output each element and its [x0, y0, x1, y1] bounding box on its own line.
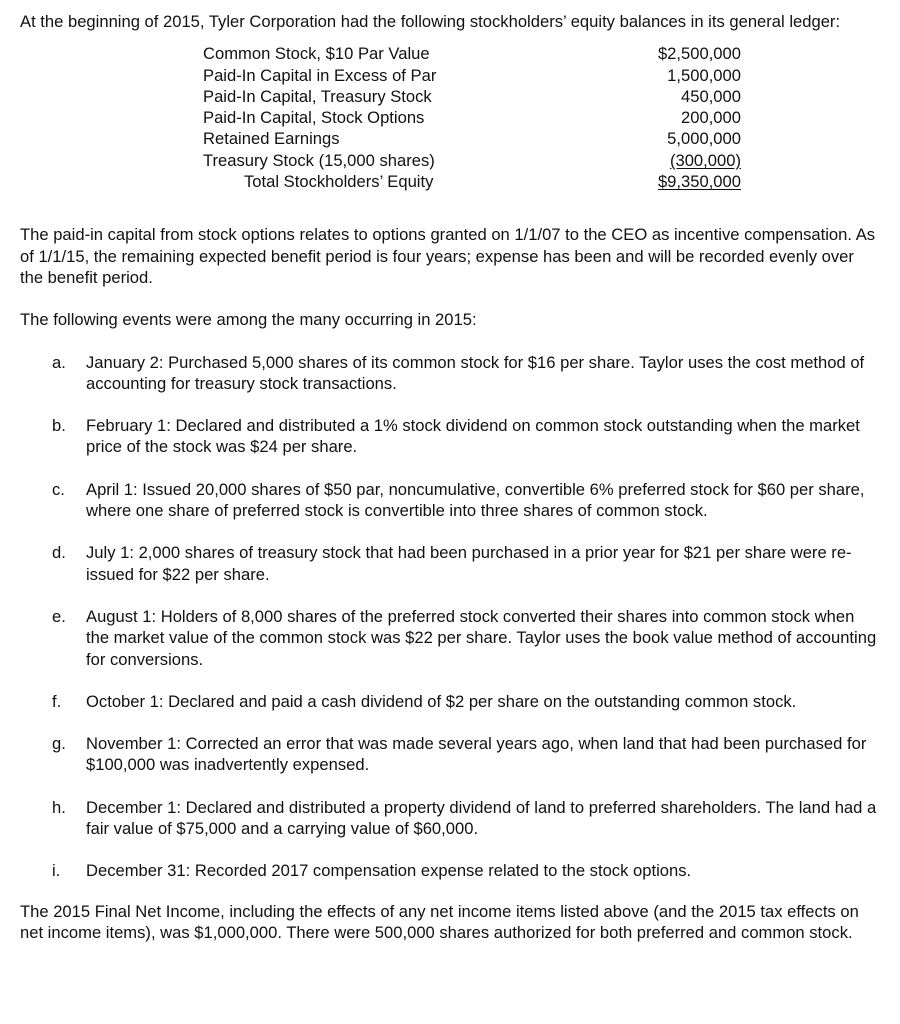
balance-row [203, 65, 741, 86]
event-letter: a. [52, 352, 66, 372]
events-intro: The following events were among the many occurring in 2015: [20, 310, 477, 330]
event-item [20, 691, 880, 712]
balance-amount: 1,500,000 [667, 65, 741, 85]
balance-amount: 5,000,000 [667, 129, 741, 149]
event-letter: b. [52, 416, 66, 436]
total-amount: $9,350,000 [657, 172, 741, 192]
event-text: December 1: Declared and distributed a property dividend of land to preferred shareholders. The land had a fair value of $75,000 and a carrying value of $60,000. [86, 797, 877, 839]
event-text: November 1: Corrected an error that was made several years ago, when land that had been purchased for $100,000 was inadvertently expensed. [86, 734, 867, 775]
event-text: February 1: Declared and distributed a 1% stock dividend on common stock outstanding when the market price of the stock was $24 per share. [86, 416, 860, 457]
event-item [20, 352, 880, 395]
event-text: October 1: Declared and paid a cash dividend of $2 per share on the outstanding common stock. [86, 691, 797, 711]
total-label: Total Stockholders’ Equity [244, 172, 434, 192]
balance-amount-cell [631, 150, 741, 171]
event-item [20, 797, 880, 840]
balance-row [203, 150, 741, 171]
total-row [203, 171, 741, 192]
event-text: December 31: Recorded 2017 compensation expense related to the stock options. [86, 861, 692, 881]
event-letter: g. [52, 734, 66, 754]
event-letter: c. [52, 479, 65, 499]
event-letter: h. [52, 797, 66, 817]
balance-row [203, 43, 741, 64]
stock-options-paragraph: The paid-in capital from stock options relates to options granted on 1/1/07 to the CEO as incentive compensation. As of 1/1/15, the remaining expected benefit period is four years; expense has been and will be recorded evenly over the benefit period. [20, 225, 876, 287]
event-letter: f. [52, 691, 62, 711]
balance-label: Paid-In Capital, Stock Options [203, 108, 425, 128]
balance-label: Treasury Stock (15,000 shares) [203, 150, 435, 170]
equity-balances-table [203, 43, 741, 192]
event-letter: i. [52, 861, 61, 881]
events-list [20, 352, 880, 882]
event-item [20, 606, 880, 670]
balance-amount: $2,500,000 [657, 44, 741, 64]
event-text: August 1: Holders of 8,000 shares of the preferred stock converted their shares into common stock when the market value of the common stock was $22 per share. Taylor uses the book value method of accounting for conversions. [86, 606, 877, 669]
intro-paragraph: At the beginning of 2015, Tyler Corporation had the following stockholders’ equity balances in its general ledger: [20, 12, 841, 31]
balance-label: Paid-In Capital, Treasury Stock [203, 86, 432, 106]
balance-row [203, 128, 741, 149]
event-text: January 2: Purchased 5,000 shares of its common stock for $16 per share. Taylor uses the cost method of accounting for treasury stock transactions. [86, 352, 865, 393]
event-text: July 1: 2,000 shares of treasury stock that had been purchased in a prior year for $21 per share were re-issued for $22 per share. [86, 543, 852, 584]
balance-amount: 200,000 [681, 108, 741, 128]
balance-label: Paid-In Capital in Excess of Par [203, 65, 437, 85]
event-item [20, 860, 880, 881]
balance-row [203, 107, 741, 128]
final-paragraph: The 2015 Final Net Income, including the effects of any net income items listed above (and the 2015 tax effects on net income items), was $1,000,000. There were 500,000 shares authorized for both preferred and common stock. [20, 901, 859, 942]
event-letter: d. [52, 543, 66, 563]
balance-label: Common Stock, $10 Par Value [203, 44, 430, 64]
event-letter: e. [52, 606, 66, 626]
event-item [20, 542, 880, 585]
event-item [20, 733, 880, 776]
event-text: April 1: Issued 20,000 shares of $50 par, noncumulative, convertible 6% preferred stock for $60 per share, where one share of preferred stock is convertible into three shares of common stock. [86, 479, 865, 521]
event-item [20, 479, 880, 522]
total-amount-cell [631, 171, 741, 192]
event-item [20, 415, 880, 458]
balance-amount: 450,000 [681, 86, 741, 106]
balance-label: Retained Earnings [203, 129, 340, 149]
balance-amount: (300,000) [669, 150, 741, 170]
balance-row [203, 86, 741, 107]
